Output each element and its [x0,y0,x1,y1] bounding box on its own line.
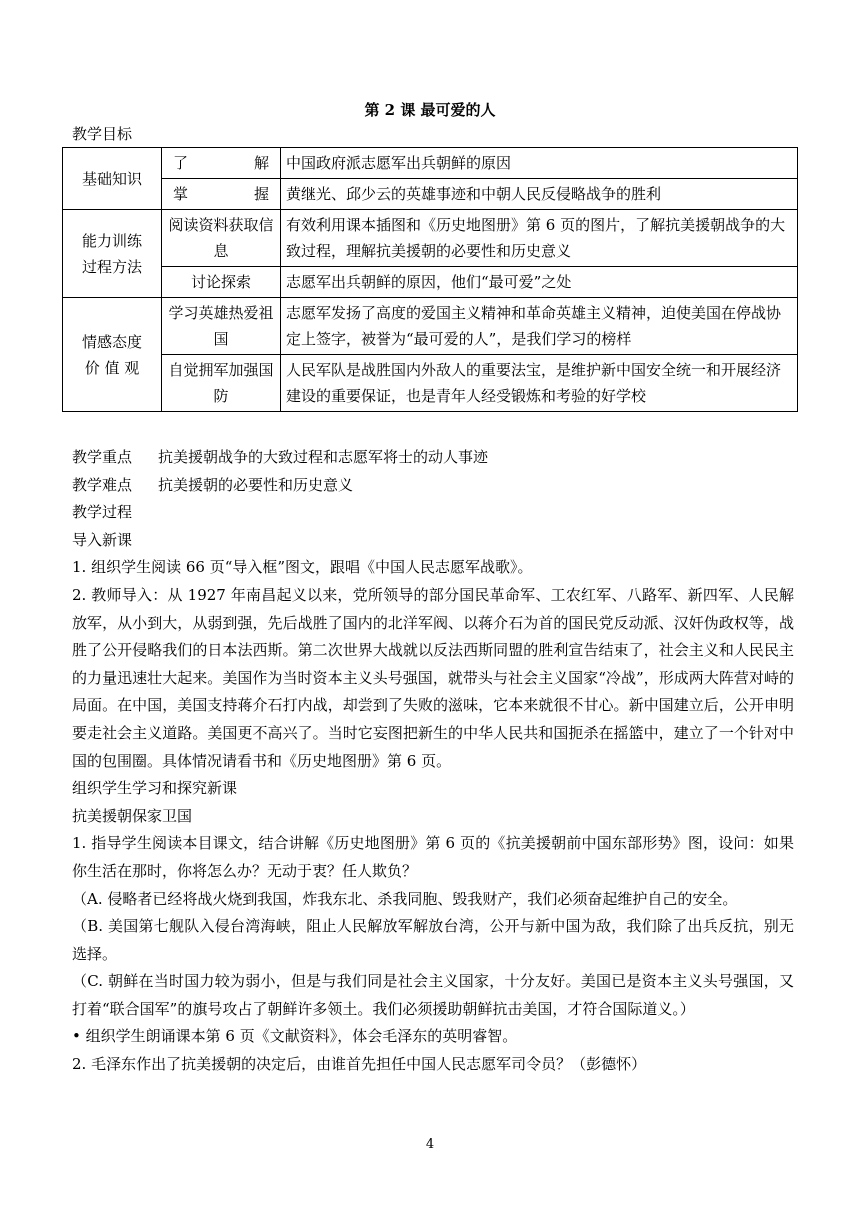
new-lesson-heading: 组织学生学习和探究新课 [72,779,238,798]
table-row [63,179,798,210]
objectives-label: 教学目标 [72,125,133,143]
table-row [63,210,798,267]
difficulty-line [72,472,794,500]
category-line: 情感态度 [81,332,142,351]
content-cell: 中国政府派志愿军出兵朝鲜的原因 [281,148,798,179]
sub-char: 解 [253,154,269,172]
objectives-table [62,147,798,412]
difficulty-label: 教学难点 [72,475,133,494]
content-cell: 黄继光、邱少云的英雄事迹和中朝人民反侵略战争的胜利 [281,179,798,210]
sub-master [162,179,281,210]
category-line: 过程方法 [81,257,142,276]
paragraph: 2. 教师导入：从 1927 年南昌起义以来，党所领导的部分国民革命军、工农红军、八路军、新四军、人民解放军，从小到大，从弱到强，先后战胜了国内的北洋军阀、以蒋介石为首的国民党反动派、汉奸伪政权等，战胜了公开侵略我们的日本法西斯。第二次世界大战就以反法西斯同盟的胜利宣告结束了，社会主义和人民民主的力量迅速壮大起来。美国作为当时资本主义头号强国，就带头与社会主义国家“冷战”，形成两大阵营对峙的局面。在中国，美国支持蒋介石打内战，却尝到了失败的滋味，它本来就很不甘心。新中国建立后，公开申明要走社会主义道路。美国更不高兴了。当时它妄图把新生的中华人民共和国扼杀在摇篮中，建立了一个针对中国的包围圈。具体情况请看书和《历史地图册》第 6 页。 [72,585,794,770]
table-row [63,298,798,355]
content-cell: 志愿军发扬了高度的爱国主义精神和革命英雄主义精神，迫使美国在停战协定上签字，被誉为“最可爱的人”，是我们学习的榜样 [281,298,798,355]
paragraph: • 组织学生朗诵课本第 6 页《文献资料》，体会毛泽东的英明睿智。 [72,1027,518,1046]
content-cell: 有效利用课本插图和《历史地图册》第 6 页的图片，了解抗美援朝战争的大致过程，理解抗美援朝的必要性和历史意义 [281,210,798,267]
lesson-title: 第 2 课 最可爱的人 [364,101,496,119]
difficulty-text: 抗美援朝的必要性和历史意义 [158,475,354,494]
answer-c: （C. 朝鲜在当时国力较为弱小，但是与我们同是社会主义国家，十分友好。美国已是资本主义头号强国，又打着“联合国军”的旗号攻占了朝鲜许多领土。我们必须援助朝鲜抗击美国，才符合国际道义。） [72,972,794,1018]
table-row [63,355,798,412]
paragraph: 2. 毛泽东作出了抗美援朝的决定后，由谁首先担任中国人民志愿军司令员？（彭德怀） [72,1055,647,1074]
paragraph: 1. 指导学生阅读本目课文，结合讲解《历史地图册》第 6 页的《抗美援朝前中国东部形势》图，设问：如果你生活在那时，你将怎么办？无动于衷？任人欺负？ [72,834,794,880]
page-number: 4 [425,1137,435,1152]
section-heading: 抗美援朝保家卫国 [72,806,193,825]
focus-label: 教学重点 [72,448,133,466]
category-ability [63,210,162,298]
sub-army: 自觉拥军加强国防 [162,355,281,412]
sub-discussion: 讨论探索 [162,267,281,298]
answer-b: （B. 美国第七舰队入侵台湾海峡，阻止人民解放军解放台湾，公开与新中国为敌，我们除了出兵反抗，别无选择。 [72,917,794,963]
focus-line [72,444,794,472]
sub-reading: 阅读资料获取信息 [162,210,281,267]
table-row [63,267,798,298]
sub-char: 了 [173,154,189,172]
category-emotion [63,298,162,412]
answer-a: （A. 侵略者已经将战火烧到我国，炸我东北、杀我同胞、毁我财产，我们必须奋起维护自己的安全。 [72,889,738,908]
sub-char: 握 [253,185,269,203]
table-row [63,148,798,179]
lesson-body [72,444,794,1079]
sub-understand [162,148,281,179]
sub-heroes: 学习英雄热爱祖国 [162,298,281,355]
category-basic-knowledge: 基础知识 [63,148,162,210]
intro-heading: 导入新课 [72,530,133,549]
focus-text: 抗美援朝战争的大致过程和志愿军将士的动人事迹 [158,448,489,466]
content-cell: 志愿军出兵朝鲜的原因，他们“最可爱”之处 [281,267,798,298]
paragraph: 1. 组织学生阅读 66 页“导入框”图文，跟唱《中国人民志愿军战歌》。 [72,558,533,577]
sub-char: 掌 [173,185,189,203]
process-heading: 教学过程 [72,503,133,522]
category-line: 能力训练 [81,231,142,250]
category-line: 价 值 观 [84,358,140,377]
content-cell: 人民军队是战胜国内外敌人的重要法宝，是维护新中国安全统一和开展经济建设的重要保证，也是青年人经受锻炼和考验的好学校 [281,355,798,412]
